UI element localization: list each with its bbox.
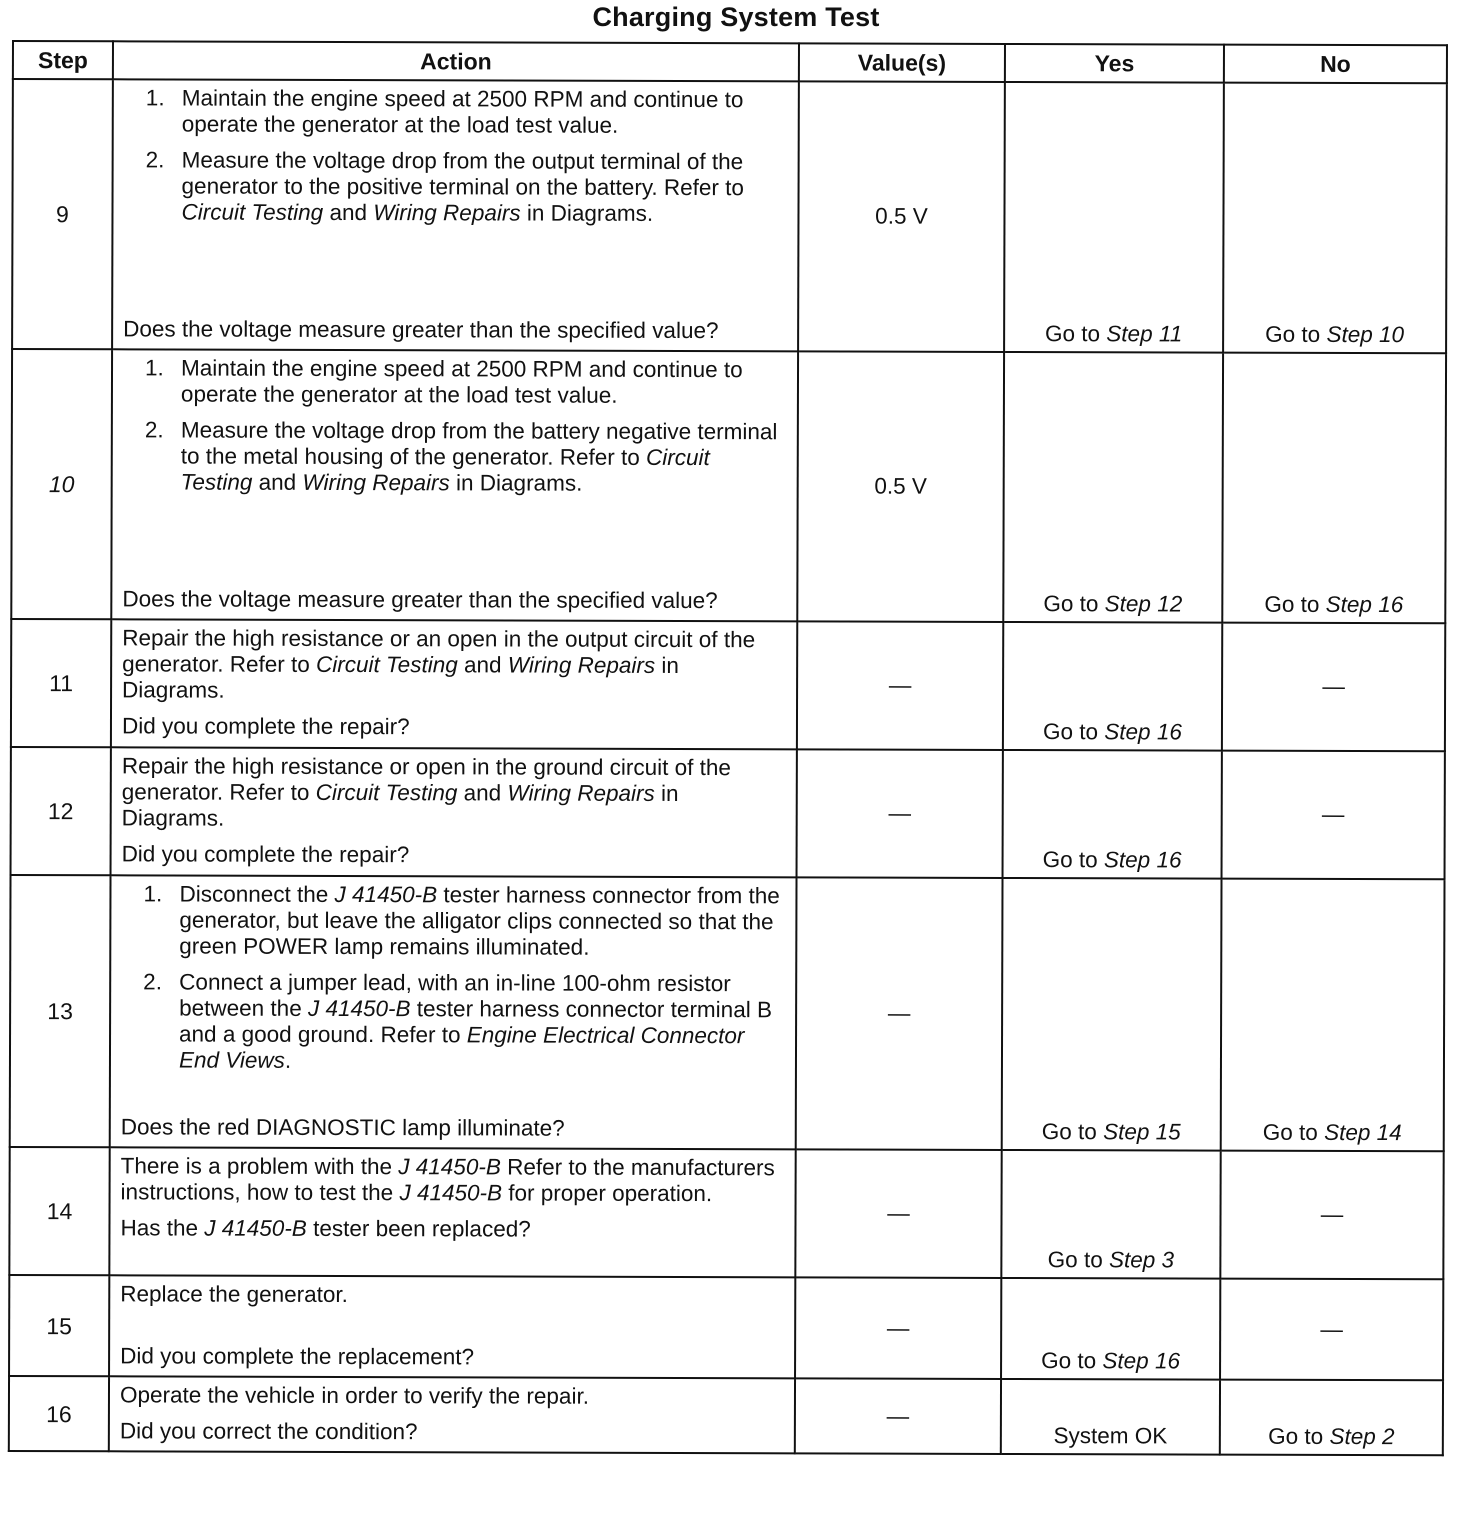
- table-row: [10, 875, 1445, 1151]
- action-text: in Diagrams.: [122, 652, 679, 703]
- action-question: Does the voltage measure greater than the specified value?: [123, 316, 719, 344]
- no-cell: —: [1220, 1279, 1443, 1381]
- yes-cell: [1003, 352, 1223, 623]
- ref-circuit-testing: Circuit Testing: [315, 651, 458, 678]
- step-word: Step: [1102, 1348, 1149, 1374]
- action-text: and: [323, 199, 374, 226]
- header-step: Step: [13, 41, 113, 79]
- page-title: Charging System Test: [592, 2, 880, 32]
- no-cell: —: [1222, 623, 1445, 752]
- step-word: Step: [1104, 719, 1151, 745]
- table-row: [11, 747, 1445, 879]
- action-cell: [112, 79, 799, 351]
- header-values: Value(s): [799, 43, 1005, 82]
- yes-step-number: 16: [1156, 719, 1182, 745]
- header-row: [13, 41, 1447, 83]
- action-step-1: Maintain the engine speed at 2500 RPM and continue to operate the generator at the load test value.: [181, 85, 744, 138]
- step-word: Step: [1108, 1247, 1156, 1273]
- ref-wiring-repairs: Wiring Repairs: [507, 780, 655, 806]
- yes-step-number: 11: [1158, 321, 1183, 347]
- tool-number: J 41450-B: [204, 1215, 307, 1241]
- action-text: and: [457, 780, 508, 806]
- table-row: [9, 1147, 1443, 1279]
- action-step-2: [181, 148, 787, 228]
- action-text: Repair the high resistance or an open in the output circuit of the generator. Refer to: [122, 625, 756, 677]
- value-cell: —: [797, 621, 1003, 750]
- ref-wiring-repairs: Wiring Repairs: [373, 200, 521, 226]
- step-word: Step: [1325, 591, 1373, 618]
- no-step-number: 2: [1381, 1424, 1395, 1450]
- yes-step-number: 15: [1155, 1119, 1181, 1145]
- action-text: There is a problem with the: [120, 1153, 399, 1180]
- no-step-number: 16: [1378, 592, 1404, 618]
- table-row: [9, 1376, 1443, 1455]
- header-action: Action: [113, 41, 799, 81]
- step-number: 14: [9, 1147, 109, 1275]
- ref-wiring-repairs: Wiring Repairs: [302, 469, 450, 496]
- action-cell: [110, 875, 797, 1149]
- action-step-2: [179, 970, 785, 1076]
- value-cell: —: [795, 1149, 1001, 1278]
- goto-label: Go to: [1041, 1119, 1104, 1145]
- action-text: .: [284, 1047, 292, 1073]
- action-text: Measure the voltage drop from the output terminal of the generator to the positive terminal on the battery. Refer to: [181, 147, 744, 201]
- step-number: 9: [12, 79, 113, 349]
- yes-step-number: 16: [1156, 847, 1182, 873]
- yes-step-number: 3: [1161, 1247, 1175, 1273]
- action-paragraph: Operate the vehicle in order to verify the repair.: [119, 1382, 590, 1409]
- yes-step-number: 12: [1157, 591, 1183, 617]
- action-text: Refer to the manufacturers instructions, how to test the: [120, 1154, 775, 1206]
- step-number: 16: [9, 1376, 109, 1451]
- action-question: Does the red DIAGNOSTIC lamp illuminate?: [120, 1114, 565, 1141]
- action-paragraph: [122, 753, 786, 833]
- goto-label: Go to: [1264, 591, 1326, 617]
- value-cell: —: [795, 1378, 1001, 1454]
- step-word: Step: [1106, 321, 1153, 347]
- action-cell: [111, 349, 798, 621]
- yes-cell: [1001, 1278, 1220, 1380]
- action-question: Did you correct the condition?: [119, 1418, 418, 1445]
- ref-circuit-testing: Circuit Testing: [180, 444, 710, 495]
- action-question: Did you complete the repair?: [121, 713, 410, 740]
- action-text: in Diagrams.: [449, 470, 583, 496]
- yes-cell: [1003, 622, 1222, 751]
- goto-label: Go to: [1043, 591, 1105, 617]
- action-step-2: [181, 418, 787, 498]
- action-cell: [109, 1147, 795, 1277]
- step-word: Step: [1104, 591, 1152, 617]
- action-cell: [109, 1376, 795, 1453]
- yes-cell: [1004, 82, 1224, 353]
- no-cell: [1220, 1380, 1443, 1456]
- value-cell: —: [796, 877, 1003, 1150]
- step-word: Step: [1329, 1423, 1376, 1450]
- tool-number: J 41450-B: [399, 1180, 503, 1206]
- goto-label: Go to: [1268, 1423, 1330, 1449]
- action-steps: [123, 85, 787, 237]
- ref-connector-end-views: Engine Electrical Connector End Views: [178, 1022, 745, 1073]
- step-number: 12: [11, 747, 111, 875]
- tool-number: J 41450-B: [334, 881, 438, 908]
- value-cell: 0.5 V: [797, 351, 1004, 622]
- goto-label: Go to: [1042, 719, 1105, 745]
- action-cell: [109, 1275, 795, 1378]
- action-paragraph: [122, 625, 786, 705]
- action-paragraph: Replace the generator.: [120, 1281, 348, 1308]
- action-text: Repair the high resistance or open in the ground circuit of the generator. Refer to: [121, 753, 732, 805]
- no-step-number: 10: [1379, 322, 1405, 348]
- goto-label: Go to: [1047, 1247, 1110, 1273]
- goto-label: Go to: [1041, 1348, 1103, 1374]
- action-paragraph: [121, 1153, 785, 1207]
- value-cell: —: [797, 749, 1003, 878]
- action-cell: [111, 619, 797, 749]
- action-step-1: [179, 882, 785, 962]
- tool-number: J 41450-B: [307, 995, 411, 1022]
- yes-cell: [1003, 750, 1222, 879]
- table-row: [11, 619, 1445, 751]
- step-number: 11: [11, 619, 111, 747]
- action-steps: [123, 355, 787, 507]
- goto-label: Go to: [1265, 321, 1327, 347]
- action-text: tester harness connector terminal B and a good ground. Refer to: [179, 996, 773, 1048]
- action-text: Has the: [120, 1215, 205, 1241]
- header-no: No: [1224, 45, 1447, 84]
- yes-cell: [1002, 878, 1222, 1151]
- step-number: 10: [11, 349, 112, 619]
- action-steps: [121, 881, 786, 1085]
- table-row: [12, 79, 1447, 353]
- action-text: Disconnect the: [179, 881, 335, 907]
- step-number: 13: [10, 875, 111, 1147]
- action-cell: [111, 747, 797, 877]
- value-cell: 0.5 V: [798, 81, 1005, 352]
- no-cell: [1222, 353, 1446, 624]
- no-step-number: 14: [1376, 1120, 1402, 1146]
- ref-wiring-repairs: Wiring Repairs: [507, 652, 656, 678]
- goto-label: Go to: [1042, 847, 1104, 873]
- no-cell: [1221, 879, 1445, 1152]
- goto-label: Go to: [1044, 321, 1107, 347]
- step-word: Step: [1103, 847, 1151, 873]
- yes-step-number: 16: [1154, 1348, 1181, 1374]
- action-question: Did you complete the replacement?: [120, 1343, 475, 1370]
- yes-cell: [1001, 1150, 1220, 1279]
- action-text: Connect a jumper lead, with an in-line 100-ohm resistor between the: [179, 969, 731, 1021]
- action-text: for proper operation.: [502, 1180, 713, 1207]
- action-text: tester been replaced?: [306, 1215, 531, 1242]
- action-question: Did you complete the repair?: [121, 841, 410, 868]
- table-row: [9, 1275, 1443, 1380]
- action-question: [120, 1215, 784, 1243]
- value-cell: —: [795, 1277, 1001, 1379]
- action-text: Measure the voltage drop from the battery negative terminal to the metal housing of the generator. Refer to: [180, 417, 778, 470]
- no-cell: —: [1220, 1151, 1443, 1280]
- action-text: in Diagrams.: [520, 200, 654, 226]
- step-number: 15: [9, 1275, 109, 1376]
- action-text: and: [252, 469, 303, 495]
- ref-circuit-testing: Circuit Testing: [181, 199, 324, 225]
- action-text: tester harness connector from the generator, but leave the alligator clips connected so that the green POWER lamp remains illuminated.: [179, 882, 780, 960]
- step-word: Step: [1324, 1119, 1371, 1146]
- action-text: in Diagrams.: [121, 780, 679, 831]
- yes-cell: System OK: [1001, 1379, 1220, 1455]
- step-word: Step: [1326, 321, 1373, 348]
- header-yes: Yes: [1005, 44, 1224, 83]
- action-step-1: Maintain the engine speed at 2500 RPM and continue to operate the generator at the load test value.: [180, 355, 743, 408]
- tool-number: J 41450-B: [398, 1154, 501, 1180]
- step-word: Step: [1103, 1119, 1150, 1145]
- ref-circuit-testing: Circuit Testing: [315, 779, 458, 806]
- no-cell: —: [1222, 751, 1445, 880]
- goto-label: Go to: [1262, 1119, 1325, 1145]
- no-cell: [1223, 83, 1447, 354]
- action-text: and: [457, 652, 508, 678]
- action-question: Does the voltage measure greater than the specified value?: [122, 586, 718, 614]
- charging-system-table: [8, 40, 1448, 1456]
- table-row: [11, 349, 1446, 623]
